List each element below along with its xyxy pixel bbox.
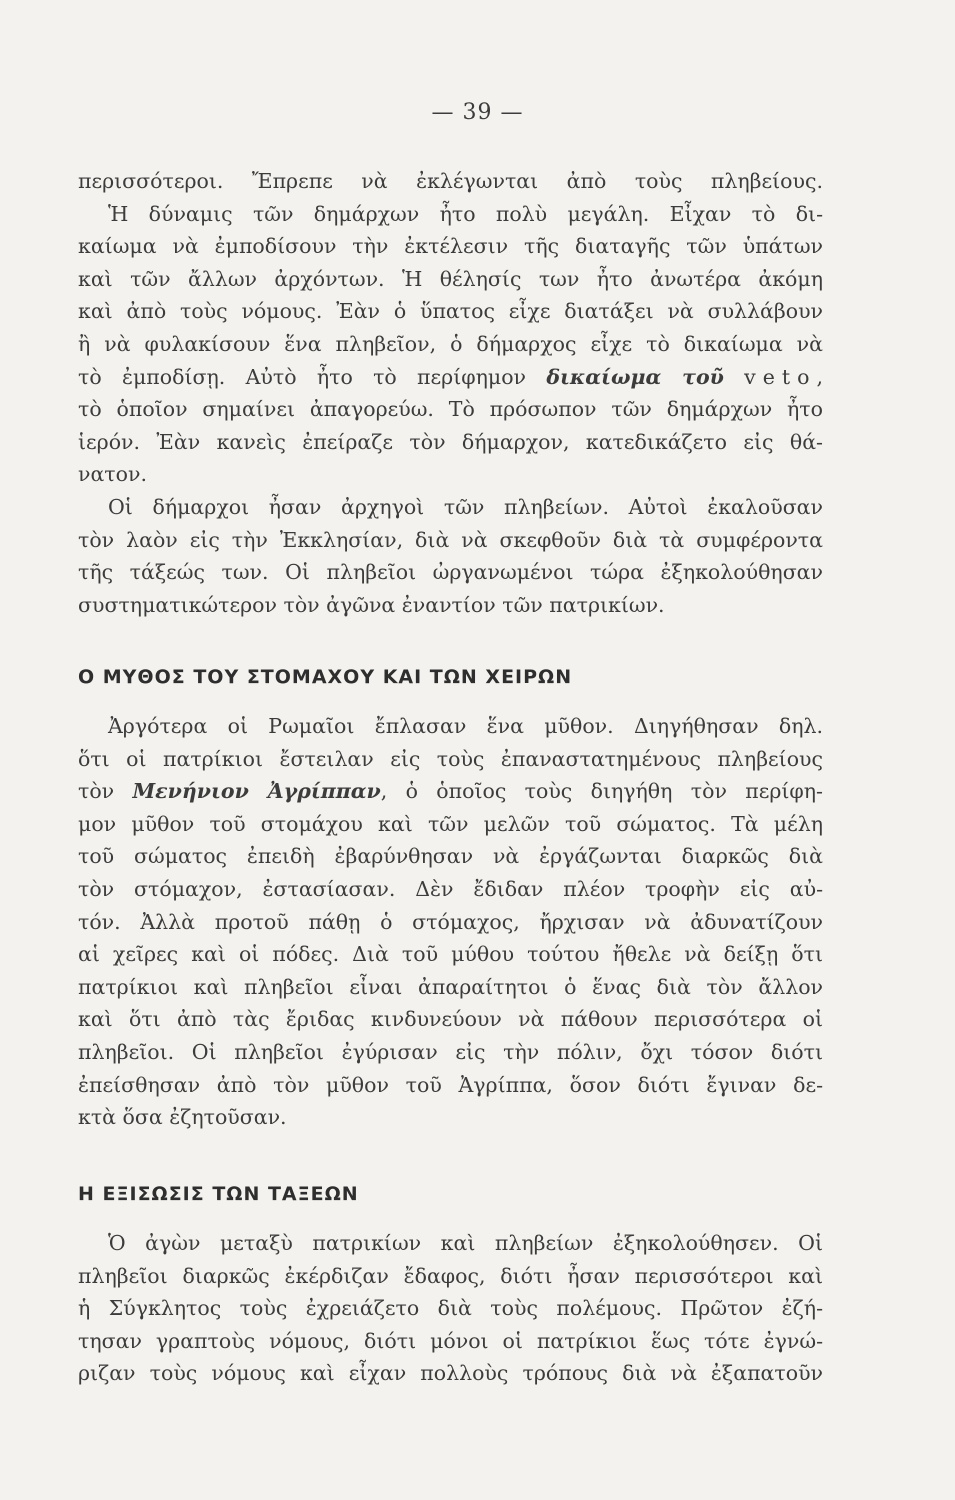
text-line: αἱ χεῖρες καὶ οἱ πόδες. Διὰ τοῦ μύθου τούτου ἤθελε νὰ δείξῃ ὅτι [78,942,823,967]
paragraph-myth [78,710,823,1134]
text-line-agrippa [78,775,823,808]
section-heading: Ο ΜΥΘΟΣ ΤΟΥ ΣΤΟΜΑΧΟΥ ΚΑΙ ΤΩΝ ΧΕΙΡΩΝ [78,666,573,688]
text-line: συστηματικώτερον τὸν ἀγῶνα ἐναντίον τῶν πατρικίων. [78,592,665,617]
text-line: καίωμα νὰ ἐμποδίσουν τὴν ἐκτέλεσιν τῆς διαταγῆς τῶν ὑπάτων [78,234,823,259]
veto-emphasis: δικαίωμα τοῦ [546,364,724,389]
veto-after: , [816,364,823,389]
text-line: κτὰ ὅσα ἐζητοῦσαν. [78,1105,287,1130]
paragraph-tribunes [78,165,823,621]
text-line: τοῦ σώματος ἐπειδὴ ἐβαρύνθησαν νὰ ἐργάζωνται διαρκῶς διὰ [78,844,823,869]
text-line: ἡ Σύγκλητος τοὺς ἐχρειάζετο διὰ τοὺς πολέμους. Πρῶτον ἐζή- [78,1296,823,1321]
text-line: ἐπείσθησαν ἀπὸ τὸν μῦθον τοῦ Ἀγρίππα, ὅσον διότι ἔγιναν δε- [78,1072,823,1097]
text-line: καὶ ἀπὸ τοὺς νόμους. Ἐὰν ὁ ὕπατος εἶχε διατάξει νὰ συλλάβουν [78,299,823,324]
veto-word: veto [744,364,817,389]
text-line: περισσότεροι. Ἔπρεπε νὰ ἐκλέγωνται ἀπὸ τοὺς πληβείους. [78,169,823,193]
text-line: ἢ νὰ φυλακίσουν ἕνα πληβεῖον, ὁ δήμαρχος εἶχε τὸ δικαίωμα νὰ [78,331,823,356]
text-line: ὅτι οἱ πατρίκιοι ἔστειλαν εἰς τοὺς ἐπαναστατημένους πληβείους [78,746,823,771]
text-line: μον μῦθον τοῦ στομάχου καὶ τῶν μελῶν τοῦ σώματος. Τὰ μέλη [78,811,823,836]
paragraph-equalization [78,1227,823,1390]
text-line: τὸν λαὸν εἰς τὴν Ἐκκλησίαν, διὰ νὰ σκεφθοῦν διὰ τὰ συμφέροντα [78,527,823,552]
veto-before: τὸ ἐμποδίσῃ. Αὐτὸ ἦτο τὸ περίφημον [78,364,547,389]
text-line: τὸ ὁποῖον σημαίνει ἀπαγορεύω. Τὸ πρόσωπον τῶν δημάρχων ἦτο [78,397,823,422]
text-line: Οἱ δήμαρχοι ἦσαν ἀρχηγοὶ τῶν πληβείων. Αὐτοὶ ἐκαλοῦσαν [108,494,823,519]
text-line: νατον. [78,462,147,487]
text-line: καὶ ὅτι ἀπὸ τὰς ἔριδας κινδυνεύουν νὰ πάθουν περισσότερα οἱ [78,1007,823,1032]
text-line-veto [78,361,823,394]
agrippa-name: Μενήνιον Ἀγρίππαν [132,779,381,804]
text-line: τησαν γραπτοὺς νόμους, διότι μόνοι οἱ πατρίκιοι ἕως τότε ἐγνώ- [78,1328,823,1353]
section-heading: Η ΕΞΙΣΩΣΙΣ ΤΩΝ ΤΑΞΕΩΝ [78,1183,359,1205]
text-line: Ἀργότερα οἱ Ρωμαῖοι ἔπλασαν ἕνα μῦθον. Διηγήθησαν δηλ. [108,714,823,738]
text-line: ἱερόν. Ἐὰν κανεὶς ἐπείραζε τὸν δήμαρχον, κατεδικάζετο εἰς θά- [78,429,823,454]
text-line: καὶ τῶν ἄλλων ἀρχόντων. Ἡ θέλησίς των ἦτο ἀνωτέρα ἀκόμη [78,266,823,291]
text-line: τόν. Ἀλλὰ προτοῦ πάθῃ ὁ στόμαχος, ἤρχισαν νὰ ἀδυνατίζουν [78,909,823,934]
text-line: πληβεῖοι διαρκῶς ἐκέρδιζαν ἔδαφος, διότι ἦσαν περισσότεροι καὶ [78,1263,823,1288]
text-line: Ἡ δύναμις τῶν δημάρχων ἦτο πολὺ μεγάλη. Εἶχαν τὸ δι- [108,201,823,226]
agrippa-before: τὸν [78,779,133,804]
text-line: Ὁ ἀγὼν μεταξὺ πατρικίων καὶ πληβείων ἐξηκολούθησεν. Οἱ [108,1231,823,1255]
text-line: ριζαν τοὺς νόμους καὶ εἶχαν πολλοὺς τρόπους διὰ νὰ ἐξαπατοῦν [78,1361,823,1386]
text-line: τῆς τάξεώς των. Οἱ πληβεῖοι ὠργανωμένοι τώρα ἐξηκολούθησαν [78,560,823,585]
text-line: πληβεῖοι. Οἱ πληβεῖοι ἐγύρισαν εἰς τὴν πόλιν, ὄχι τόσον διότι [78,1039,823,1064]
page-number: — 39 — [431,100,524,125]
text-line: τὸν στόμαχον, ἐστασίασαν. Δὲν ἔδιδαν πλέον τροφὴν εἰς αὐ- [78,876,823,901]
text-line: πατρίκιοι καὶ πληβεῖοι εἶναι ἀπαραίτητοι ὁ ἕνας διὰ τὸν ἄλλον [78,974,823,999]
agrippa-after: , ὁ ὁποῖος τοὺς διηγήθη τὸν περίφη- [380,779,823,804]
